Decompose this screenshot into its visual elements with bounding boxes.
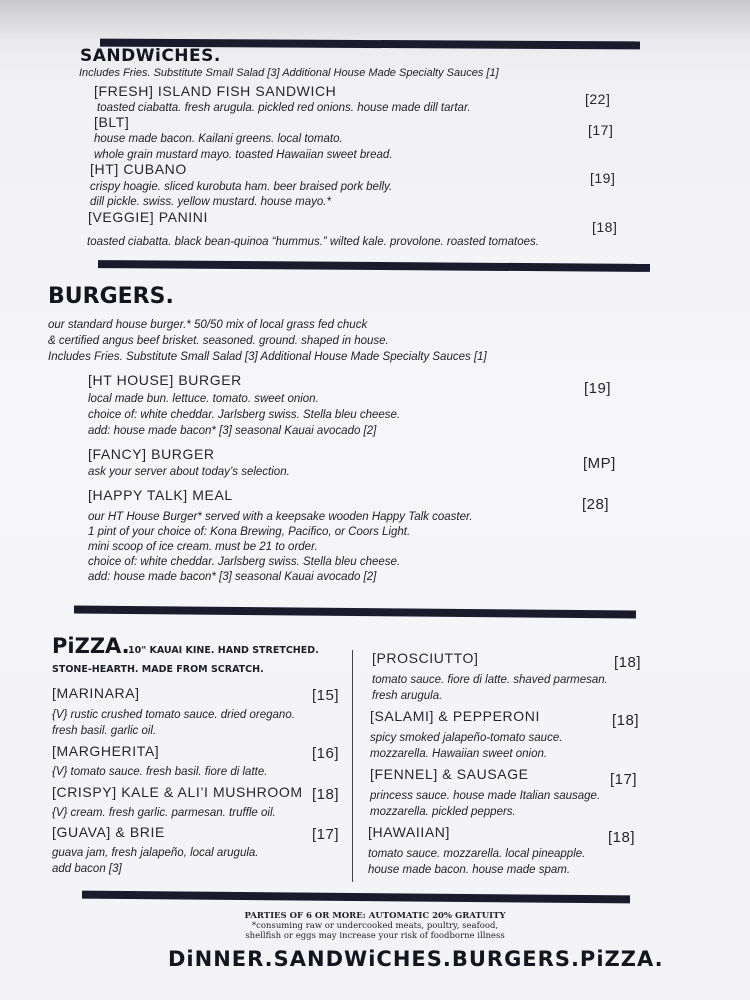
foodborne-warning: shellfish or eggs may increase your risk of foodborne illness xyxy=(245,931,505,941)
pizza-tagline: STONE-HEARTH. MADE FROM SCRATCH. xyxy=(52,664,264,675)
menu-item-desc: our HT House Burger* served with a keepsake wooden Happy Talk coaster. xyxy=(88,511,473,523)
menu-item-desc: crispy hoagie. sliced kurobuta ham. beer braised pork belly. xyxy=(90,181,393,193)
menu-item-desc: house made bacon. house made spam. xyxy=(368,864,571,876)
menu-item-desc: mozzarella. Hawaiian sweet onion. xyxy=(370,748,548,760)
column-divider xyxy=(352,650,353,882)
burgers-intro: Includes Fries. Substitute Small Salad [3] Additional House Made Specialty Sauces [1] xyxy=(48,351,487,363)
gratuity-note: PARTIES OF 6 OR MORE: AUTOMATIC 20% GRATUITY xyxy=(244,911,506,921)
section-divider xyxy=(98,260,650,272)
menu-item-desc: add bacon [3] xyxy=(52,863,122,875)
menu-item-price: [18] xyxy=(614,654,642,671)
menu-item-price: [16] xyxy=(312,745,340,762)
menu-item-desc: add: house made bacon* [3] seasonal Kauai avocado [2] xyxy=(88,425,377,437)
sandwiches-title: SANDWiCHES. xyxy=(80,46,221,66)
menu-item-name: [FRESH] ISLAND FISH SANDWICH xyxy=(94,83,337,99)
menu-item-name: [GUAVA] & BRIE xyxy=(52,824,165,840)
section-divider xyxy=(82,891,630,904)
menu-item-name: [FENNEL] & SAUSAGE xyxy=(370,766,529,782)
menu-item-price: [18] xyxy=(312,786,340,803)
menu-item-desc: mozzarella. pickled peppers. xyxy=(370,806,516,818)
menu-item-desc: tomato sauce. mozzarella. local pineapple. xyxy=(368,848,586,860)
page-top-shadow xyxy=(0,0,750,40)
menu-item-name: [PROSCIUTTO] xyxy=(372,650,479,666)
menu-item-price: [18] xyxy=(592,219,618,235)
menu-item-price: [18] xyxy=(612,712,640,729)
menu-item-name: [MARINARA] xyxy=(52,685,140,701)
menu-item-desc: guava jam, fresh jalapeño, local arugula. xyxy=(52,847,259,859)
menu-item-name: [CRISPY] KALE & ALI’I MUSHROOM xyxy=(52,784,303,800)
menu-item-desc: mini scoop of ice cream. must be 21 to order. xyxy=(88,541,318,553)
menu-item-desc: 1 pint of your choice of: Kona Brewing, Pacifico, or Coors Light. xyxy=(88,526,411,538)
menu-item-desc: whole grain mustard mayo. toasted Hawaiian sweet bread. xyxy=(94,149,393,161)
menu-item-name: [HAPPY TALK] MEAL xyxy=(88,487,233,503)
menu-item-price: [28] xyxy=(582,496,610,513)
menu-item-price: [17] xyxy=(312,826,340,843)
menu-item-desc: toasted ciabatta. black bean-quinoa “hummus.” wilted kale. provolone. roasted tomatoes. xyxy=(87,236,539,248)
menu-item-price: [MP] xyxy=(583,455,616,472)
sandwiches-note: Includes Fries. Substitute Small Salad [3] Additional House Made Specialty Sauces [1] xyxy=(79,67,499,79)
menu-item-name: [BLT] xyxy=(94,114,130,130)
menu-item-desc: house made bacon. Kailani greens. local tomato. xyxy=(94,133,343,145)
menu-item-name: [FANCY] BURGER xyxy=(88,446,215,462)
menu-item-desc: {V} cream. fresh garlic. parmesan. truffle oil. xyxy=(52,807,276,819)
menu-item-desc: princess sauce. house made Italian sausage. xyxy=(370,790,601,802)
menu-item-desc: toasted ciabatta. fresh arugula. pickled red onions. house made dill tartar. xyxy=(97,102,471,114)
menu-item-price: [18] xyxy=(608,829,636,846)
menu-item-name: [MARGHERITA] xyxy=(52,743,160,759)
pizza-tagline: 10" KAUAI KINE. HAND STRETCHED. xyxy=(128,645,319,656)
menu-item-name: [HT] CUBANO xyxy=(90,161,187,177)
menu-item-price: [17] xyxy=(610,771,638,788)
menu-item-desc: ask your server about today’s selection. xyxy=(88,466,290,478)
menu-item-price: [19] xyxy=(590,170,616,186)
pizza-title: PiZZA. xyxy=(52,634,130,658)
burgers-title: BURGERS. xyxy=(48,284,174,309)
menu-item-desc: fresh basil. garlic oil. xyxy=(52,725,157,737)
menu-item-price: [17] xyxy=(588,122,614,138)
burgers-intro: our standard house burger.* 50/50 mix of local grass fed chuck xyxy=(48,319,368,331)
menu-item-desc: spicy smoked jalapeño-tomato sauce. xyxy=(370,732,563,744)
menu-item-desc: {V} rustic crushed tomato sauce. dried oregano. xyxy=(52,709,295,721)
menu-item-name: [HT HOUSE] BURGER xyxy=(88,372,242,388)
burgers-intro: & certified angus beef brisket. seasoned. ground. shaped in house. xyxy=(48,335,389,347)
footer-tagline: DiNNER.SANDWiCHES.BURGERS.PiZZA. xyxy=(168,947,664,971)
menu-item-price: [22] xyxy=(585,91,611,107)
menu-item-name: [HAWAIIAN] xyxy=(368,824,450,840)
section-divider xyxy=(74,606,636,619)
menu-item-price: [15] xyxy=(312,687,340,704)
menu-item-desc: fresh arugula. xyxy=(372,690,443,702)
menu-item-name: [VEGGIE] PANINI xyxy=(88,209,208,225)
menu-item-name: [SALAMI] & PEPPERONI xyxy=(370,708,540,724)
menu-item-desc: {V} tomato sauce. fresh basil. fiore di latte. xyxy=(52,766,268,778)
menu-item-desc: local made bun. lettuce. tomato. sweet onion. xyxy=(88,393,319,405)
foodborne-warning: *consuming raw or undercooked meats, poultry, seafood, xyxy=(251,921,499,931)
menu-item-desc: tomato sauce. fiore di latte. shaved parmesan. xyxy=(372,674,608,686)
menu-item-price: [19] xyxy=(584,380,612,397)
menu-item-desc: choice of: white cheddar. Jarlsberg swiss. Stella bleu cheese. xyxy=(88,556,401,568)
menu-item-desc: dill pickle. swiss. yellow mustard. house mayo.* xyxy=(90,196,331,208)
menu-item-desc: choice of: white cheddar. Jarlsberg swiss. Stella bleu cheese. xyxy=(88,409,401,421)
menu-item-desc: add: house made bacon* [3] seasonal Kauai avocado [2] xyxy=(88,571,377,583)
